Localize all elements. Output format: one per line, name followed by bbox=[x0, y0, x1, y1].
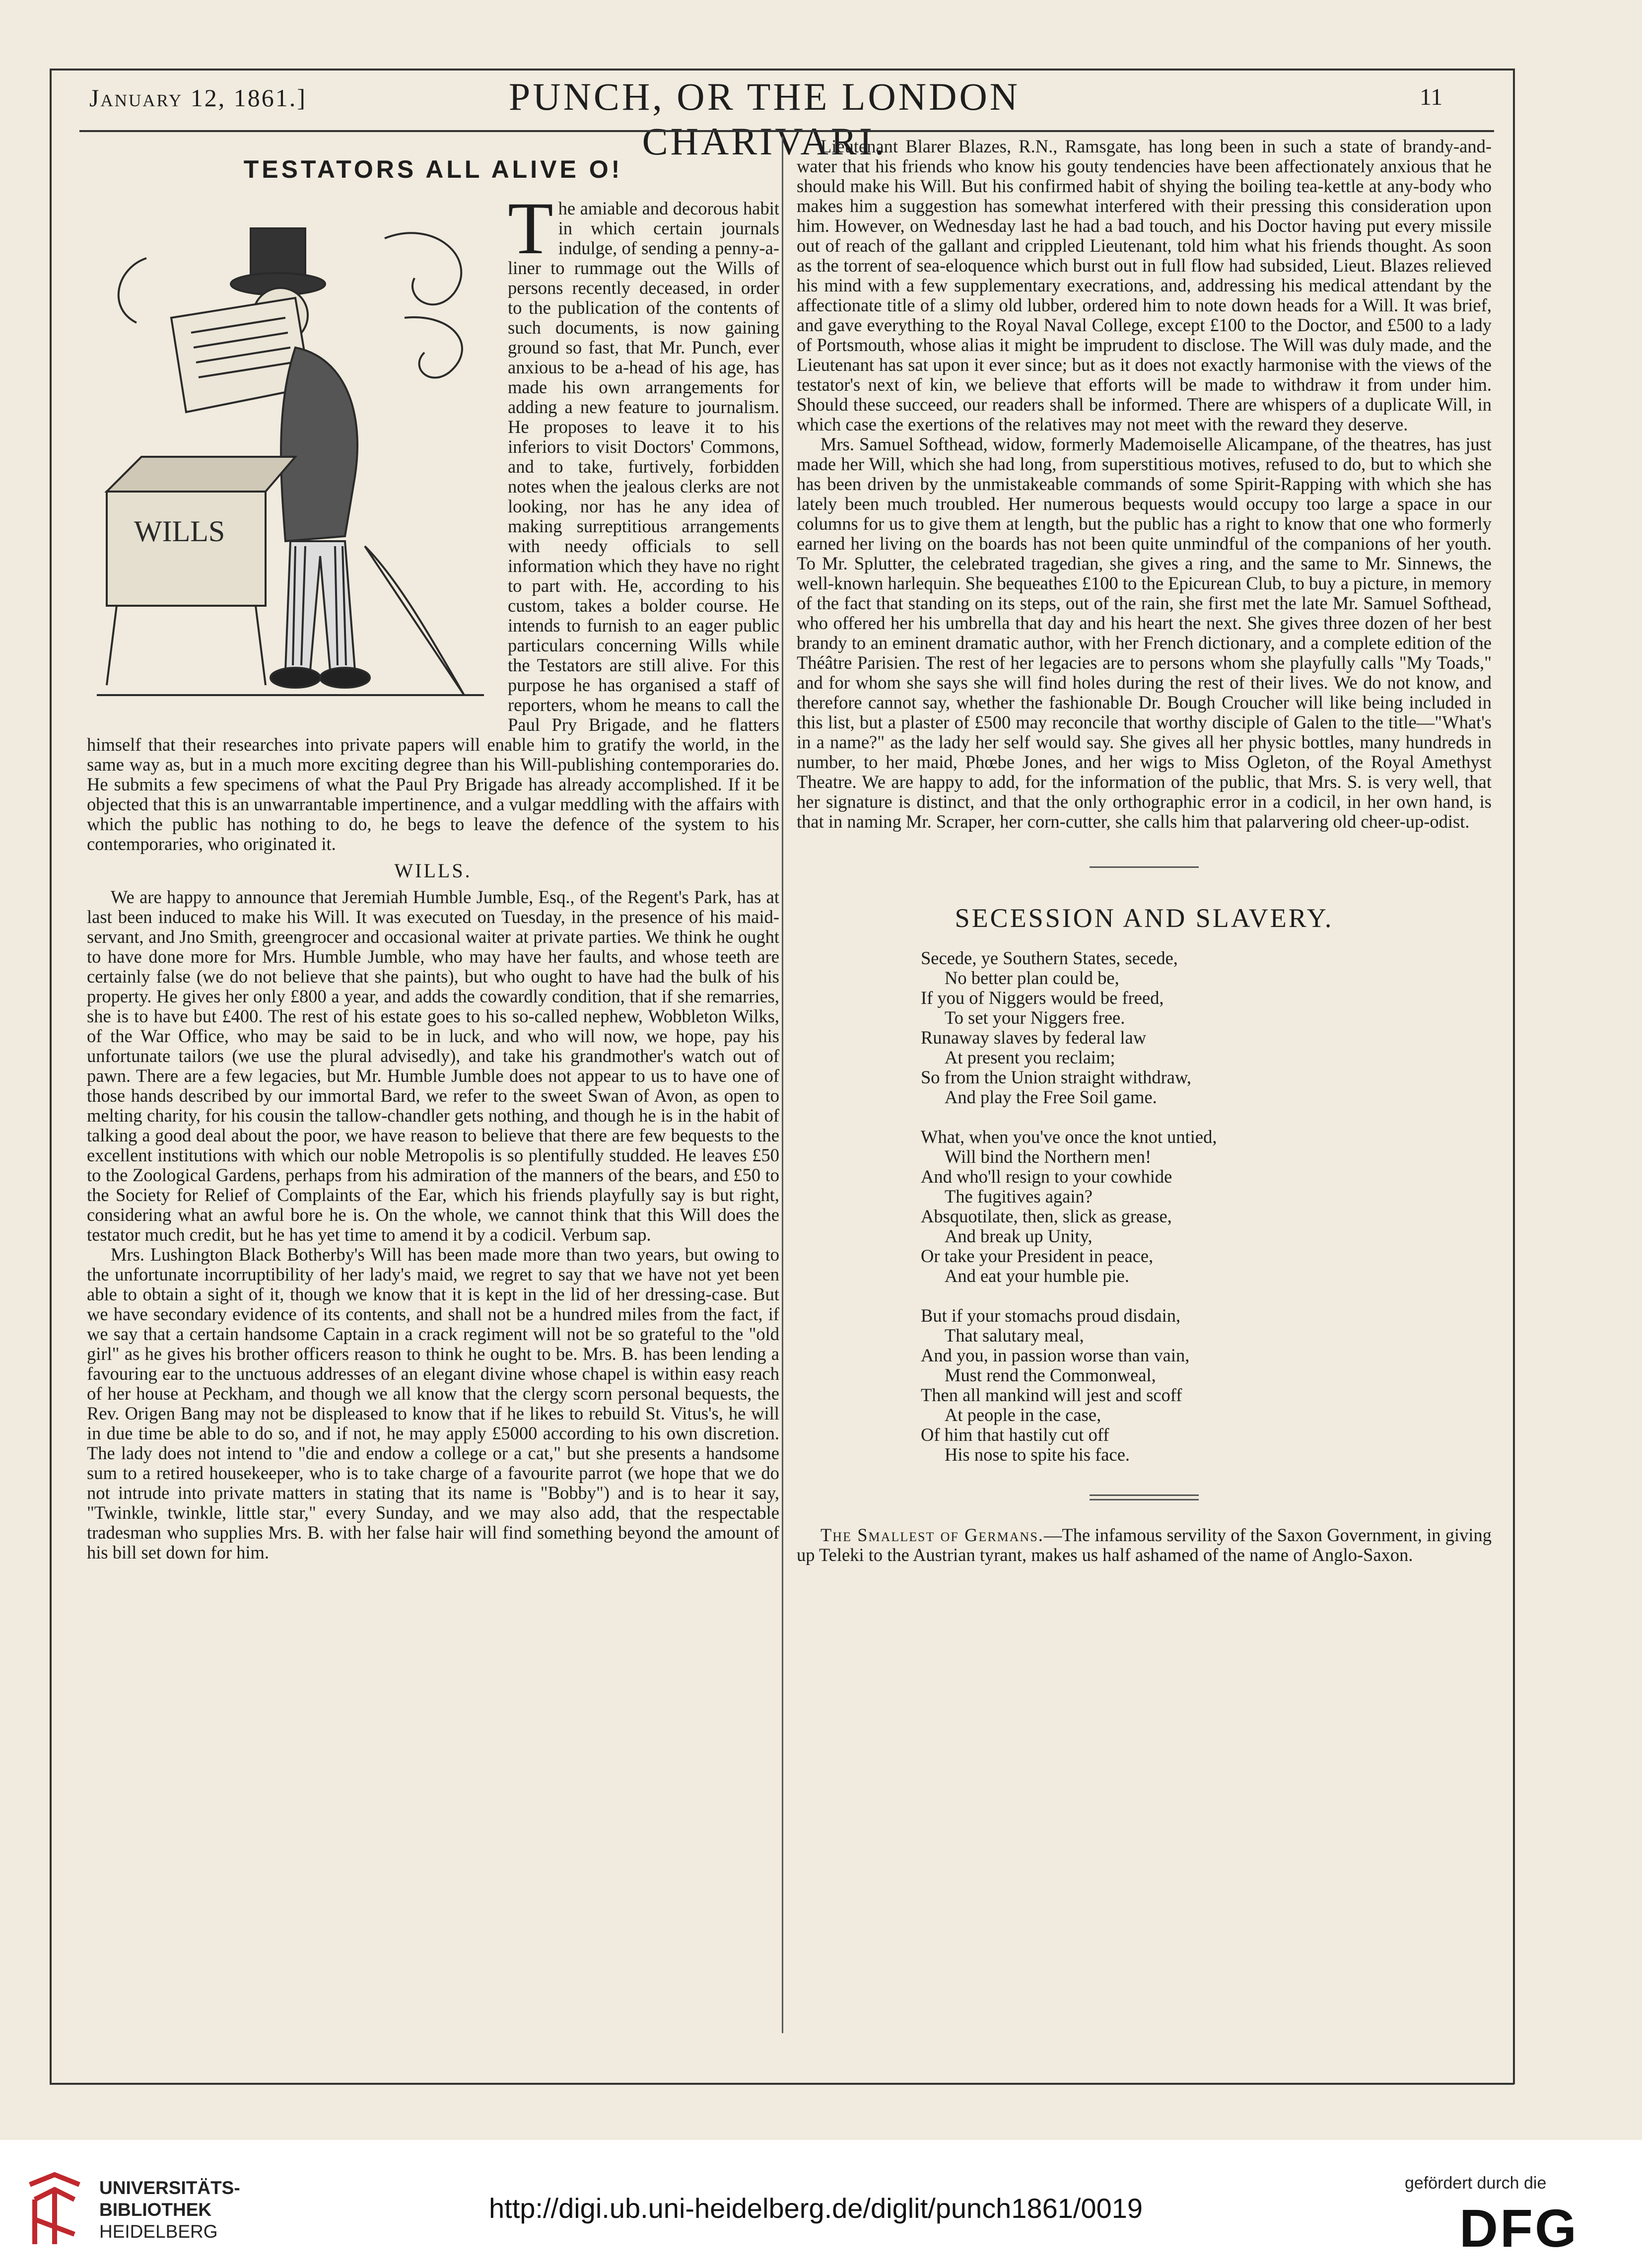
poem-line: Then all mankind will jest and scoff bbox=[921, 1385, 1182, 1405]
poem-stanza-3 bbox=[921, 1306, 1492, 1465]
page-number: 11 bbox=[1420, 84, 1443, 110]
smallest-germans-text: —The infamous servility of the Saxon Government, in giving up Teleki to the Austrian tyrant, makes us half ashamed of the name of Anglo-Saxon. bbox=[797, 1525, 1492, 1565]
will-blazes-paragraph: Lieutenant Blarer Blazes, R.N., Ramsgate, has long been in such a state of brandy-and-water that his friends who know his gouty tendencies have been affectionately anxious that he should make his Will. But his confirmed habit of shying the boiling tea-kettle at any-body who makes him a suggestion has somewhat interfered with their pressing this consideration upon him. However, on Wednesday last he had a bad touch, and his Doctor having put every missile out of reach of the gallant and crippled Lieutenant, told him what his friends thought. As soon as the torrent of sea-eloquence which burst out in full flow had subsided, Lieut. Blazes relieved his mind with a few supplementary execrations, and, addressing his medical attendant by the affectionate title of a slimy old lubber, ordered him to note down heads for a Will. It was brief, and gave everything to the Royal Naval College, except £100 to the Doctor, and £500 to a lady of Portsmouth, whose alias it might be imprudent to disclose. The Will was duly made, and the Lieutenant has sat upon it ever since; but as it does not exactly harmonise with the views of the testator's next of kin, we believe that efforts will be made to withdraw it from under him. Should these succeed, our readers shall be informed. There are whispers of a duplicate Will, in which case the exertions of the relatives may not meet with the reward they deserve. bbox=[797, 136, 1492, 434]
left-column bbox=[87, 149, 779, 1562]
header-rule bbox=[79, 130, 1494, 132]
poem-line: Secede, ye Southern States, secede, bbox=[921, 948, 1178, 968]
section-divider-double bbox=[1090, 1494, 1199, 1500]
smallest-germans-lead: The Smallest of Germans. bbox=[821, 1525, 1044, 1545]
poem-line: And play the Free Soil game. bbox=[945, 1087, 1157, 1107]
page-frame-bottom bbox=[50, 2083, 1514, 2085]
poem-line: His nose to spite his face. bbox=[945, 1444, 1130, 1465]
poem-line: What, when you've once the knot untied, bbox=[921, 1127, 1217, 1147]
poem-line: No better plan could be, bbox=[945, 968, 1119, 988]
poem-line: That salutary meal, bbox=[945, 1325, 1084, 1346]
library-name bbox=[99, 2177, 240, 2243]
poem-line: Must rend the Commonweal, bbox=[945, 1365, 1156, 1385]
poem-line: If you of Niggers would be freed, bbox=[921, 988, 1164, 1008]
right-column bbox=[782, 137, 1492, 1565]
will-jumble-paragraph: We are happy to announce that Jeremiah Humble Jumble, Esq., of the Regent's Park, has at last been induced to make his Will. It was executed on Tuesday, in the presence of his maid-servant, and Jno Smith, greengrocer and occasional waiter at private parties. We think he ought to have done more for Mrs. Humble Jumble, who may have her faults, and whose teeth are certainly false (we do not believe that she paints), but who ought to have had the bulk of his property. He gives her only £800 a year, and adds the cowardly condition, that if she remarries, she is to have but £400. The rest of his estate goes to his so-called nephew, Wobbleton Wilks, of the War Office, who may be said to be in luck, and who will now, we hope, pay his unfortunate tailors (we use the plural advisedly), and take his grandmother's watch out of pawn. There are a few legacies, but Mr. Humble Jumble does not appear to us to have one of those hands described by our immortal Bard, we refer to the sweet Swan of Avon, as open to melting charity, for his cousin the tallow-chandler gets nothing, and though he is in the habit of talking a good deal about the poor, we have reason to believe that there are few bequests to the excellent institutions with which our noble Metropolis is so plentifully studded. He leaves £50 to the Zoological Gardens, perhaps from his admiration of the manners of the bears, and £50 to the Society for Relief of Complaints of the Ear, which his friends playfully say is but right, considering what an awful bore he is. On the whole, we cannot think that this Will does the testator much credit, but he has yet time to amend it by a codicil. Verbum sap. bbox=[87, 887, 779, 1245]
poem-line: Absquotilate, then, slick as grease, bbox=[921, 1206, 1172, 1226]
library-name-line2: BIBLIOTHEK bbox=[99, 2199, 212, 2220]
poem-line: And break up Unity, bbox=[945, 1226, 1093, 1246]
poem-line: And you, in passion worse than vain, bbox=[921, 1345, 1190, 1365]
dfg-logo: DFG bbox=[1459, 2198, 1578, 2258]
masthead-title: PUNCH, OR THE LONDON CHARIVARI. bbox=[508, 75, 1021, 163]
library-name-line1: UNIVERSITÄTS- bbox=[99, 2178, 240, 2198]
poem-stanza-1 bbox=[921, 948, 1492, 1107]
poem-line: At people in the case, bbox=[945, 1405, 1101, 1425]
poem-stanza-2 bbox=[921, 1127, 1492, 1286]
drop-cap: T bbox=[508, 187, 553, 270]
funding-note: gefördert durch die bbox=[1405, 2174, 1547, 2193]
poem-line: So from the Union straight withdraw, bbox=[921, 1067, 1192, 1087]
permalink-url[interactable]: http://digi.ub.uni-heidelberg.de/diglit/punch1861/0019 bbox=[489, 2193, 1143, 2224]
poem-line: And eat your humble pie. bbox=[945, 1266, 1130, 1286]
poem-line: But if your stomachs proud disdain, bbox=[921, 1305, 1181, 1326]
page-frame-right bbox=[1513, 69, 1515, 2084]
university-library-logo-icon bbox=[20, 2170, 89, 2249]
poem-line: The fugitives again? bbox=[945, 1186, 1093, 1206]
page-frame-top bbox=[50, 69, 1514, 71]
article-heading-testators: TESTATORS ALL ALIVE O! bbox=[243, 155, 623, 183]
section-heading-wills: WILLS. bbox=[394, 859, 472, 882]
woodcut-illustration bbox=[87, 199, 494, 720]
poem-line: Runaway slaves by federal law bbox=[921, 1027, 1147, 1048]
page-frame-left bbox=[50, 69, 52, 2084]
man-reading-will-illustration bbox=[87, 199, 494, 720]
poem-line: And who'll resign to your cowhide bbox=[921, 1166, 1172, 1187]
smallest-germans-paragraph bbox=[797, 1525, 1492, 1565]
poem-body bbox=[921, 948, 1492, 1465]
poem-title: SECESSION AND SLAVERY. bbox=[955, 903, 1334, 933]
library-name-line3: HEIDELBERG bbox=[99, 2221, 218, 2242]
wills-box-label: WILLS bbox=[134, 515, 225, 548]
will-softhead-paragraph: Mrs. Samuel Softhead, widow, formerly Mademoiselle Alicampane, of the theatres, has just made her Will, which she had long, from superstitious motives, refused to do, but to which she has been driven by the unmistakeable commands of some Spirit-Rapping with which she has lately been much troubled. Her numerous bequests would occupy too large a space in our columns for us to give them at length, but the public has a right to know that one who formerly earned her living on the boards has not been quite unmindful of the companions of her youth. To Mr. Splutter, the celebrated tragedian, she gives a ring, and the same to Mr. Sinnews, the well-known harlequin. She bequeathes £100 to the Epicurean Club, to buy a picture, in memory of the fact that standing on its steps, out of the rain, she first met the late Mr. Samuel Softhead, who offered her his umbrella that day and his heart the next. She gives three dozen of her best brandy to an eminent dramatic author, with her French dictionary, and a complete edition of the Théâtre Parisien. The rest of her legacies are to persons whom she playfully calls "My Toads," and for whom she says she will find holes during the rest of their lives. We do not know, and therefore cannot say, whether the fashionable Dr. Bough Croucher will like being included in this list, but a plaster of £500 may reconcile that worthy disciple of Galen to the title—"What's in a name?" as the lady her self would say. She gives all her physic bottles, many hundreds in number, to her maid, Phœbe Jones, and her wigs to Miss Ogleton, of the Royal Amethyst Theatre. We are happy to add, for the information of the public, that Mrs. S. is very well, that her signature is distinct, and that the only orthographic error in a codicil, in her own hand, is that in naming Mr. Scraper, her corn-cutter, she calls him that palarvering old cheer-up-odist. bbox=[797, 434, 1492, 832]
poem-line: Will bind the Northern men! bbox=[945, 1146, 1152, 1167]
poem-line: Of him that hastily cut off bbox=[921, 1424, 1109, 1445]
poem-line: To set your Niggers free. bbox=[945, 1007, 1125, 1028]
poem-line: Or take your President in peace, bbox=[921, 1246, 1154, 1266]
will-botherby-paragraph: Mrs. Lushington Black Botherby's Will has been made more than two years, but owing to the unfortunate incorruptibility of her lady's maid, we regret to say that we have not yet been able to obtain a sight of it, though we know that it is kept in the lid of her dressing-case. But we have secondary evidence of its contents, and shall not be a hundred miles from the fact, if we say that a certain handsome Captain in a crack regiment will not be so grateful to the "old girl" as he gives his brother officers reason to think he ought to be. Mrs. B. has been lending a favouring ear to the unctuous addresses of an elegant divine whose chapel is within easy reach of her house at Peckham, and though we all know that the clergy scorn personal bequests, the Rev. Origen Bang may not be displeased to know that if he likes to rebuild St. Vitus's, he will in due time be able to do so, and if not, he may apply £5000 according to his own discretion. The lady does not intend to "die and endow a college or a cat," but she presents a handsome sum to a retired housekeeper, who is to take charge of a favourite parrot (we hope that we do not intrude into private matters in stating that its name is "Bobby") and is to hear it say, "Twinkle, twinkle, little star," every Sunday, and we may also add, that the respectable tradesman who supplies Mrs. B. with her false hair will find something beyond the amount of his bill set down for him. bbox=[87, 1244, 779, 1562]
testators-intro-paragraph: he amiable and decorous habit in which certain journals indulge, of sending a penny-a-liner to rummage out the Wills of persons recently deceased, in order to the publication of the contents of such documents, is now gaining ground so fast, that Mr. Punch, ever anxious to be a-head of his age, has made his own arrangements for adding a new feature to journalism. He proposes to leave it to his inferiors to visit Doctors' Commons, and to take, furtively, forbidden notes when the jealous clerks are not looking, nor has he any idea of making surreptitious arrangements with needy officials to sell information which they have no right to part with. He, according to his custom, takes a bolder course. He intends to furnish to an eager public particulars concerning Wills while the Testators are still alive. For this purpose he has organised a staff of reporters, whom he means to call the Paul Pry Brigade, and he flatters himself that their researches into private papers will enable him to gratify the world, in the same way as, but in a much more exciting degree than his Will-publishing contemporaries do. He submits a few specimens of what the Paul Pry Brigade has already accomplished. If it be objected that this is an unwarrantable impertinence, and a vulgar meddling with the affairs with which the public has nothing to do, he begs to leave the defence of the system to his contemporaries, who originated it. bbox=[87, 198, 779, 854]
poem-line: At present you reclaim; bbox=[945, 1047, 1115, 1067]
issue-date: January 12, 1861.] bbox=[89, 84, 307, 112]
